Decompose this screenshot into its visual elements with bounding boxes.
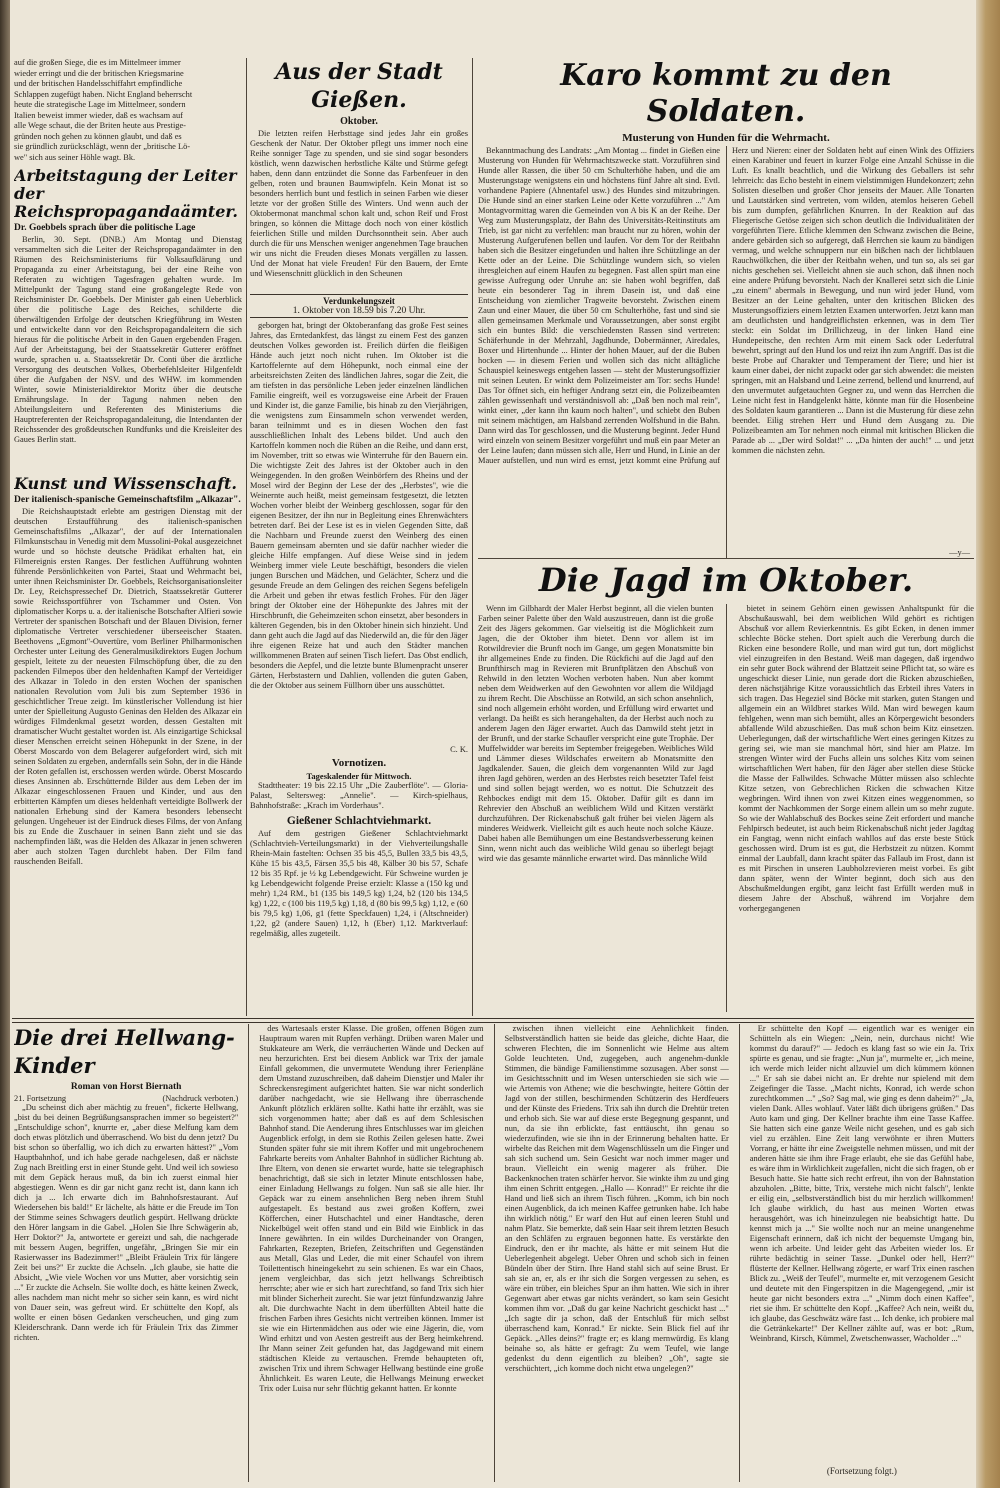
col2-signature: C. K. [450, 745, 468, 754]
jagd-body-right: bietet in seinem Gehörn einen gewissen Anhaltspunkt für die Abschußauswahl, bei dem weiblichen Wild gehört es richtigen Abschuß vor allem Revierkenntnis. Es gibt Ecken, in denen immer schlechte Böcke stehen. Dort spielt auch die Vererbung durch die Ricken eine besondere Rolle, und man wird gut tun, dort möglichst viel einzugreifen in den Bestand. Weiß man dagegen, daß irgendwo ein sehr guter Bock während der Blattzeit seine Pflicht tat, so wäre es ungeschickt dieser Linie, nun gerade dort die Ricken abzuschießen, deren nächstjährige Kitze voraussichtlich das Erbteil ihres Vaters in sich tragen. Das Hegeziel sind Böcke mit starken, guten Stangen und allgemein ein an Wildbret starkes Wild. Man wird bewegen kaum fehlgehen, wenn man sich bemüht, alles an Körpergewicht besonders abfallende Wild abzuschießen. Das muß schon beim Kitz einsetzen. Ueberlegungen, daß der wirtschaftliche Wert eines geringen Kitzes zu gering sei, wie man sie manchmal hört, sind hier am Platze. Im strengen Winter wird der Fuchs allein uns solches Kitz vom seinen wirtschaftlichen Wert haben, für den Jäger aber stellen diese Stücke die Masse der Fallwildes. Schwache Mütter müssen also schlechte Kitze setzen, von Gebrechlichen Ricken die schwachen Kitze wegbringen. Wird ihnen von zwei Kitzen eines weggenommen, so kommt der Nachkommen der Sorge einem allein um so mehr zugute. So wie der Wahlabschuß des Bockes seine Zeit erfordert und manche Fehlpirsch bedeutet, ist auch beim Rickenabschuß nicht jeder Jagdtag ein Fangtag, wenn nicht einfach wahllos auf das erste beste Stück geschossen wird. Drum ist es gut, die Herbstzeit zu nützen. Kommt einmal der Laubfall, dann kracht später das Fallaub im Frost, dann ist es mit Pirschen in unseren Laubholzrevieren meist vorbei. Es gibt dann später, wenn der Winter beginnt, doch sich aus den Abschußmeldungen ergibt, ganz leicht fast Erfüllt werden muß in diesem Jahre der Abschuß, während im Vorjahre dem vorhergegangenen [738, 604, 974, 913]
section-rule [478, 558, 974, 559]
blackout-value: 1. Oktober von 18.59 bis 7.20 Uhr. [292, 306, 426, 316]
novel-part: 21. Fortsetzung [14, 1094, 67, 1103]
novel-notice: (Nachdruck verboten.) [162, 1094, 239, 1103]
col2-subhead-2: Vornotizen. [331, 757, 387, 769]
col1-top-text: auf die großen Siege, die es im Mittelmeer immer wieder erringt und die der britischen Kriegsmarine und der britischen Handelsschiffahrt empfindliche Schlappen zugefügt haben. Nicht England beherrscht heute die strategische Lage im Mittelmeer, sondern Italien beweist immer wieder, daß es wachsam auf alle Wege schaut, die der Briten heute aus Prestige- gründen noch gehen zu können glaubt, und daß es sie gründlich zurückschlägt, wenn der „britische Lö- we" sich aus seiner Höhle wagt. Bk. [14, 58, 193, 162]
col1-subhead-2: Der italienisch-spanische Gemeinschaftsfilm „Alkazar". [14, 495, 241, 505]
karo-subhead: Musterung von Hunden für die Wehrmacht. [622, 132, 830, 144]
blackout-notice [250, 294, 468, 318]
column-rule [726, 604, 727, 1012]
column-rule [248, 1024, 249, 1482]
novel-section-rule [12, 1018, 974, 1023]
col1-subhead-1: Dr. Goebbels sprach über die politische Lage [14, 223, 196, 233]
karo-article [478, 58, 974, 558]
jagd-body-left: Wenn im Gilbhardt der Maler Herbst beginnt, all die vielen bunten Farben seiner Palette über den Wald auszustreuen, dann ist die große Zeit des Jägers gekommen. Gar vielseitig ist die Möglichkeit zum Jagen, die der Oktober ihm bietet. Denn vor allem ist im Rotwildrevier die Brunft noch im Gange, um gegen Monatsmitte bin ihr allgemeines Ende zu finden. Die Rückfichi auf die Jagd auf den Brunfthirsch mag in Revieren mit Brunftplätzen den Abschuß von Rehwild in den letzten Wochen verboten haben. Nun aber kommt neben dem Weidwerken auf den Gewohnten vor allem die Wildjagd zu ihrem Recht. Die Abschüsse an Rotwild, an sich schon ansehnlich, sind noch allgemein erhöht worden, und Erfüllung wird erwartet und verlangt. Da heißt es sich herangehalten, da der Herbst auch noch zu anderem Jagen den Jäger erwartet. Auch das Damwild steht jetzt in der Brunft, und der starke Schaufler verspricht eine gute Trophäe. Der Muffelwidder war bereits im September freigegeben. Weibliches Wild und Lämmer dieses Wildschafes erweitern ab Monatsmitte den Jagdkalender. Sauen, die gleich dem vorgenannten Wild zur Jagd ihren Jagd gehören, werden an des Herbstes reich besetzter Tafel feist und sind sollen bejagt werden, wo es nottut. Die Schutzzeit des Rehbockes endigt mit dem 15. Oktober. Dafür gilt es dann im Rehrevier den Abschuß an weiblichem Wild und Kitzen verstärkt durchzuführen. Der Rickenabschuß galt früher bei vielen Jägern als minderes Weidwerk. Vielleicht gilt es auch heute noch solche Käuze. Dabei haben alle Bemühungen um eine Bestandsverbesserung keinen Sinn, wenn nicht auch das weibliche Wild genau so überlegt bejagt wird wie das gesamte männliche erwartet wird. Das männliche Wild [478, 604, 714, 863]
karo-signature: —y— [949, 548, 970, 557]
jagd-article [478, 560, 974, 1015]
col2-subhead: Oktober. [340, 116, 378, 127]
novel-section [14, 1024, 974, 1482]
column-rule [739, 1024, 740, 1482]
column-rule [246, 58, 247, 1016]
novel-column-1 [14, 1024, 238, 1482]
novel-body-1: „Du scheinst dich aber mächtig zu freuen", fickerte Hellwang, „bist du bei deinen Begrüßungsansprachen immer so begeistert?" „Entschuldige schon", knurrte er, „aber diese Melfung kam dem doch etwas plötzlich und überraschend. Wo bist du denn jetzt? Du bist schon so überfallig, wo ich dich zu erwarten hättest?" „Vom Hauptbahnhof, und ich habe gerade nachgelesen, daß er nächste Zug nach Breitling erst in einer Stunde geht. Und weil ich sowieso mit dem Gepäck heraus muß, da bin ich zuerst einmal hier abgestiegen. Wenn es dir gar nicht ganz recht ist, dann kann ich dich ja ... Ich erwarte dich im Bahnhofsrestaurant. Auf Wiedersehen bis bald!" Er lächelte, als hätte er die Freude im Ton der Stimme seines Schwagers deutlich gespürt. Hellwang drückte den Hörer langsam in die Gabel. „Holen Sie Ihre Schwägerin ab, Herr Doktor?" Ja, antwortete er gereizt und sah, die nachgerade mit bessern Augen, begriffen, ungefähr, „Bringen Sie mir ein Rasierwasser ins Badezimmer!" „Bleibt Fräulein Trix für längere Zeit bei uns?" Er zuckte die Achseln. „Ich glaube, sie hatte die Absicht, „Wie viele Wochen vor uns Mutter, aber vorsichtig sein ..." Er zuckte die Achseln. Sie wollte doch, es hätte keinen Zweck, alles nachdem man nicht mehr so sicher sein kann, es wird nicht von Dauer sein, was gefreut wird. Er schüttelte den Kopf, als wollte er einen bösen Gedanken verscheuchen, und ging zum Kleiderschrank. Dann werde ich für Fräulein Trix das Zimmer richten. [14, 1103, 239, 1342]
karo-headline: Karo kommt zu den Soldaten. [560, 58, 892, 129]
col1-headline-2: Kunst und Wissenschaft. [14, 474, 237, 493]
column-2 [250, 58, 468, 1016]
col2-headline-3: Gießener Schlachtviehmarkt. [286, 815, 432, 827]
col1-headline-1: Arbeitstagung der Leiter der Reichspropagandaämter. [14, 166, 238, 221]
col1-article-2-body: Die Reichshauptstadt erlebte am gestrigen Dienstag mit der deutschen Erstaufführung des italienisch-spanischen Gemeinschaftsfilms „Alkazar", der auf der Internationalen Filmkunstschau in Venedig mit dem Mussolini-Pokal ausgezeichnet wurde und so höchste deutsche Prädikat erhalten hat, ein Filmereignis ersten Ranges. Der festlichen Aufführung wohnten führende Persönlichkeiten von Partei, Staat und Wehrmacht bei, unter ihnen Reichsminister Dr. Goebbels, Reichsorganisationsleiter Dr. Ley, Reichspressechef Dr. Dietrich, Staatssekretär Gutterer sowie Reichssportführer von Tschammer und Osten. Von diplomatischer Korps u. a. der italienische Botschafter Alfieri sowie Vertreter der spanischen Botschaft und der Blauen Division, ferner diplomatische Vertreter verschiedener überseeischer Staaten. Beethovens „Egmont"-Ouvertüre, vom Berliner Philharmonischen Orchester unter Leitung des Generalmusikdirektors Eugen Jochum gespielt, leitete zu der neuesten Filmschöpfung über, die zu den packenden Filmepos über den heldenhaften Kampf der Verteidiger des Alkazar in Toledo in den ersten Wochen der spanischen nationalen Revolution vom Juli bis zum September 1936 in geschichtlicher Treue zeigt. Im künstlerischer Vollendung ist hier unter der Spielleitung Augusto Geninas den Helden des Alkazar ein würdiges Filmdenkmal gesetzt worden, dessen Gestalten mit dramatischer Wucht gestaltet worden ist. Als einzigartige Schicksal dieser Menschen erreicht seinen Höhepunkt in der Szene, in der Oberst Moscardo von dem Belagerer aufgefordert wird, sich mit seinen Soldaten zu ergeben, andernfalls sein Sohn, der in die Hände der Roten gefallen ist, erschossen werden würde. Oberst Moscardo dieses Ansinnen ab. Erschütternde Bilder aus dem Leben der im Alkazar eingeschlossenen Frauen und Kinder, und aus den erbitterten Kämpfen um dieses heldenhaft verteidigte Bollwerk der nationalen Erhebung sind der Kamera besonders lebensecht gelungen. Ungeheuer ist der Eindruck dieses Films, der von Anfang bis zu Ende die Zuschauer in seinen Bann zieht und sie das nachempfinden läßt, was die Helden des Alkazar in jenen schweren aber auch stolzen Tagen durchlebt haben. Der Film fand rauschenden Beifall. [14, 507, 242, 866]
col2-headline: Aus der Stadt Gießen. [275, 59, 443, 113]
col2-subhead-3: Tageskalender für Mittwoch. [306, 771, 412, 781]
col2-calendar-body: Stadttheater: 19 bis 22.15 Uhr „Die Zauberflöte". — Gloria-Palast, Seltersweg: „Annelie". — Kirch-spielhaus, Bahnhofstraße: „Krach im Vorderhaus". [250, 781, 468, 810]
novel-byline: Roman von Horst Biernath [70, 1082, 182, 1092]
col2-article-1-continued: geborgen hat, bringt der Oktoberanfang das große Fest seines Jahres, das Erntedankfest, das längst zu einem Fest des ganzen deutschen Volkes geworden ist. Freilich dürfen die fleißigen Hände auch jetzt noch nicht ruhen. Im Oktober ist die Kartoffelernte auf dem Höhepunkt, noch einmal eine der arbeitsreichsten Zeiten des ländlichen Jahres, sogar die Zeit, die am tiefsten in das persönliche Leben jeder einzelnen ländlichen Familie eingreift, weil es vorzugsweise eine Arbeit der Frauen und Kinder ist, die ganze Familie, bis hinab zu den Vierjährigen, die wenigstens zum Einsammeln schon verwendet werden, baran teilnimmt und es in diesen Wochen den fast ausschließlichen Inhalt des Lebens bildet. Und auch den Kartoffeln kommen noch die Rüben an die Reihe, und dann erst, im November, tritt so etwas wie Winterruhe für den Bauern ein. Die wichtigste Zeit des Jahres ist der Oktober auch in den Weingegenden. In den großen Weinbörfern des Rheins und der Mosel wird der Beginn der Lese der des „Herbstes", wie die Weinernte auch heißt, meist gemeinsam festgesetzt, die letzten Wochen vorher bleibt der Weinberg geschlossen, sogar für den eigenen Besitzer, der ihn nur in Begleitung eines Ehrenwächters betreten darf. Bei der Lese ist es in vielen Gegenden Sitte, daß die Nachbarn und Freunde zuerst den Weinberg des einen Bauern gemeinsam abernten und sie dafür nachher wieder die gleiche Hilfe empfangen. Auf diese Weise sind in jedem Weinberg immer viele Leute beschäftigt, besonders die vielen jungen Burschen und Mädchen, und Gelächter, Scherz und die gesunde Freude an dem Gelingen des reichen Segens befeligeln die Arbeit und geben ihr etwas festlich Frohes. Für den Jäger bringt der Oktober eine der Höhepunkte des Jahres mit der Hirschbrunft, die Geheimzeiten schon einsetzt, aber besonders in kälteren Gegenden, bis in den Oktober hinein sich hinzieht. Und dann geht auch die Jagd auf das Niederwild an, die für den Jäger ihre eigenen Reize hat und auch den Städter manchen willkommenen Braten auf seinen Tisch liefert. Das Obst endlich, besonders die Aepfel, und die letzte bunte Blumenpracht unserer Gärten, Herbstastern und Dahlien, vollenden die guten Gaben, die der Oktober aus seinem Füllhorn über uns ausschüttet. [250, 321, 468, 690]
page-binding-edge [0, 0, 10, 1488]
col1-article-1-body: Berlin, 30. Sept. (DNB.) Am Montag und Dienstag versammelten sich die Leiter der Reichspropagandaämter in den Räumen des Reichsministeriums für Volksaufklärung und Propaganda zu einer Arbeitstagung, bei der eine Reihe von Referaten zu wichtigen Tagesfragen gehalten wurde. Im Mittelpunkt der Tagung stand eine großangelegte Rede von Reichsminister Dr. Goebbels. Der Minister gab einen Ueberblick über die politische Lage des Reiches, schilderte die überwältigenden Erfolge der deutschen Kriegführung im Westen und entwickelte dann vor den Reichspropagandaleitern die sich hieraus für die politische Arbeit in den Gauen ergebenden Fragen. Auf der Arbeitstagung, bei der Staatssekretär Gutterer eröffnet wurde, sprachen u. a. Staatssekretär Dr. Conti über die ärztliche Versorgung des deutschen Volkes, Oberbefehlsleiter Hilgenfeldt über die Aufgaben der NSV. und des WHW. im kommenden Winter, sowie Ministerialdirektor Moritz über die deutsche Ernährungslage. In der Tagung nahmen neben den Abteilungsleitern und Referenten des Ministeriums die Hauptreferenten der Reichspropagandaleitung, die Intendanten der Reichssender des großdeutschen Rundfunks und die Kreisleiter des Gaues Berlin statt. [14, 235, 242, 444]
novel-body-3: zwischen ihnen vielleicht eine Aehnlichkeit finden. Selbstverständlich hatten sie beide das gleiche, dichte Haar, die schweren Flechten, die im Sonnenlicht wie Helme aus altem Golde leuchteten. Und, zugegeben, auch angenehm-dunkle Stimmen, die bändige Familienstimme sozusagen. Aber sonst — im Gesichtsschnitt und im Wesen unterschieden sie sich wie — wie Artemis von Athene; wie die beschwingte, heitere Göttin der Jagd von der stillen, beschirmenden Schützerin des Herdfeuers und der Künste des Friedens. Trix sah ihn durch die Drehtür treten und erhob sich. Sie war auf diese erste Begegnung gespannt, und nun, da sie ihn erblickte, fast enttäuscht, ihn genau so wiederzufinden, wie sie ihn in der Erinnerung behalten hatte. Er wirbelte das Reichen mit dem Wagenschlüsseln um die Finger und sah sich suchend um. Sein Gesicht war noch immer mager und braun. Vielleicht ein wenig magerer als früher. Die Backenknochen traten schärfer hervor. Sie winkte ihm zu und ging ihm einen Schritt entgegen. „Hallo — Konrad!" Er reichte ihr die Hand und ließ sich an ihrem Tisch führen. „Komm, ich bin noch einen Augenblick, da ich meinen Kaffee getrunken habe. Ich habe ihn wirklich nötig." Er warf den Hut auf einen leeren Stuhl und nahm Platz. Sie bemerkte, daß sein Haar seit ihrem letzten Besuch an den Schläfen zu ergrauen begonnen hatte. Es verstärkte den Eindruck, den er ihr machte, als hätte er mit seinem Hut die Ueberlegenheit abgelegt. Ueber Ohren und schob sich in feinen Bündeln über der Stirn. Ihre Hand stahl sich auf seine Brust. Er sah sie an, er, als er ihr sich die Sorgen vergessen zu sehen, es wäre ein trüber, ein bleiches Spur an ihm hatten. Wie sich in ihrer Gegenwart aber etwas gar nichts verändert, so kam sein Gesicht kommen ihm vor. „Daß du gar keine Nachricht geschickt hast ..." „Ich sagte dir ja schon, daß der Entschluß für mich selbst überraschend kam, Konrad." Er nickte. Sein Blick fiel auf ihr Gepäck. „Alles deins?" fragte er; es klang mernwürdig. Es klang beinahe so, als hätte er gefragt: Zu wem Teufel, wie lange gedenkst du denn eigentlich zu bleiben? „Oh", sagte sie verschüchtert, „ich komme doch nicht etwa ungelegen?" [504, 1024, 729, 1373]
novel-column-4 [750, 1024, 974, 1482]
col2-article-1-body: Die letzten reifen Herbsttage sind jedes Jahr ein großes Geschenk der Natur. Der Oktober pflegt uns immer noch eine Reihe sonniger Tage zu spenden, und sie sind sogar besonders köstlich, wenn dazwischen herbstliche Kälte und Stürme gefegt haben, denn dann entzündet die Sonne das Farbenfeuer in den gelben, roten und braunen Baumwipfeln. Kein Monat ist so besonders herrlich bunt und festlich in seinen Farben wie dieser letzte vor der großen Stille des Winters. Und wenn auch der Oktobermonat manchmal schon kalt und, schon Reif und Frost bringen, so können die Mittage doch noch von einer köstlich feierlichen Stille und milden Durchsonntheit sein. Aber auch durch die für uns Menschen weniger angenehmen Tage brauchen wir uns nicht die Freuden dieses Monats vergällen zu lassen. Und der Monat hat viele Freuden! Für den Bauern, der Ernte und Wiesenschnitt glücklich in den Scheunen [250, 129, 468, 278]
novel-body-4: Er schüttelte den Kopf — eigentlich war es weniger ein Schütteln als ein Wiegen: „Nein, nein, durchaus nicht! Wie kommst du darauf?" — Jedoch es klang fast so wie ein Ja. Trix spürte es genau, und sie fragte: „Nun ja", murmelte er, „ich meine, ich werde mich leider nicht allzuviel um dich kümmern können ..." Er sah sie dabei nicht an. Er drehte nur spielend mit dem Zeigefinger die Tasse. „Macht nichts, Konrad, ich werde schon zurechtkommen ..." „So? Sag mal, wie ging es denn daheim?" „Ja, vielen Dank. Alles wohlauf. Vater läßt dich übrigens grüßen." Das Auto kam und ging. Der Kellner brachte ihm eine Tasse Kaffee. Sie hatten sich eine ganze Weile nicht gesehen, und es gab sich viel zu erzählen. Eine Zeit lang verwöhnte er ihren Mutters Vorrang, er hätte ihr eine Zweigstelle nehmen müssen, und mit der anderen hätte sie ihm ihre Frage erlaubt, ehe sie das Gefühl habe, es wäre ihm in Wirklichkeit zugefallen, nicht die sich fragen, ob er Besuch hatte. Sie hatte sich recht erfreut, ihn von der Bahnstation abzuholen. „Bitte, bitte, Trix, verstehe mich nicht falsch", lenkte er eilig ein, „selbstverständlich bist du mir herzlich willkommen! Ich glaube wirklich, du hast aus meinen Worten etwas herausgehört, was ich hineinzulegen nie beabsichtigt hatte. Du kennst mich ja ..." Sie wollte noch nur an meine unangenehme Eigenschaft erinnern, daß ich nicht der bequemste Umgang bin, wenn ich arbeite. Und leider geht das Arbeiten wieder los. Er rührte bedächtig in seiner Tasse. „Dunkel oder hell, Herr?" flüsterte der Kellner. Hellwang zögerte, er warf Trix einen raschen Blick zu. „Weiß der Teufel", murmelte er, mit verzogenem Gesicht und deutete mit den Fingerspitzen in die Magengegend, „mir ist heute gar nicht besonders extra ..." „Nimm doch einen Kaffee", riet sie ihm. Er schüttelte den Kopf. „Kaffee? Ach nein, weißt du, ich glaube, das Geschwätz wäre fast ... Ich denke, ich probiere mal die Getränkekarte!" Der Kellner zählte auf, was er bot: „Rum, Weinbrand, Kirsch, Kümmel, Zwetschenwasser, Wacholder ..." [749, 1024, 974, 1343]
karo-body: Bekanntmachung des Landrats: „Am Montag ... findet in Gießen eine Musterung von Hunden für Wehrmachtszwecke statt. Vorzuführen sind Hunde aller Rassen, die über 50 cm Schulterhöhe haben, und die am Musterungstage wenigstens ein und höchstens fünf Jahre alt sind. Evtl. vorhandene Papiere (Ahnentafel usw.) des Hundes sind mitzubringen. Die Hunde sind an einer starken Leine oder Kette vorzuführen ..." Am Montagvormittag waren die Gemeinden von A bis K an der Reihe. Der Weg zum Musterungsplatz, der Bahn des Universitäts-Reitinstituts am Trieb, ist gar nicht zu verfehlen: man braucht nur zu hören, wohin der Musterung Aufgerufenen bellen und laufen. Vor dem Tor der Reitbahn haben sich die Besitzer eingefunden und halten ihre Schützlinge an der Kette oder an der Leine. Die Schützlinge wundern sich, so vielen ihresgleichen auf einem Haufen zu begegnen. Fast allen spürt man eine gewisse Aufregung oder Unruhe an: sie haben wohl begriffen, daß heute ein besonderer Tag in ihrem Dasein ist, und daß eine Entscheidung von ziemlicher Tragweite bevorsteht. Zwischen einem Zaun und einer Mauer, die über 50 cm Schulterhöhe, fast und sind sie allen gemeinsamen Merkmale und Voraussetzungen, aber sonst ergibt sich ein buntes Bild: die verschiedensten Rassen sind vertreten: Schäferhunde in der Mehrzahl, Jagdhunde, Dobermänner, Airedales, Boxer und Hirtenhunde ... Hinter der hohen Mauer, auf der die Buben hocken — in diesem Ferien und wollen sich das nicht alltägliche Schauspiel keineswegs entgehen lassen — steht der Musterungsoffizier mit seinen Leuten. Er winkt dem Polizeimeister am Tor: sechs Hunde! Das Tor öffnet sich, ein heftiger Andrang setzt ein, die Polizeibeamten zählen gewissenhaft und verständnisvoll ab: „Daß ben noch mal rein", winkt einer, „der kann ihn kaum noch halten", und schiebt den Buben mit seinem mächtigen, am Halsband zerrenden Wolfshund in die Bahn. Dann wird das Tor geschlossen, und die Musterung beginnt. Jeder Hund wird einzeln von seinem Besitzer vorgeführt und muß ein paar Meter an der Leine laufen; dann müssen sich alle, Herr und Hund, in Linie an der Mauer aufstellen, und nun wird es ernst, jetzt kommt eine Prüfung auf Herz und Nieren: einer der Soldaten hebt auf einen Wink des Offiziers einen Karabiner und feuert in kurzer Folge eine Anzahl Schüsse in die Luft. Es knallt beachtlich, und die Wirkung des Geballers ist sehr lehrreich: das Echo besteht in einem vielstimmigen Hundekonzert; zehn Solisten dieselben und großer Chor jenseits der Mauer. Alle Tonarten und Lautstärken sind vertreten, vom wilden, atemlos heiseren Gebell bis zum dumpfen, gefährlichen Knurren. In der Reaktion auf das Fliegerische Getöse zeigen sich schon deutlich die Individualitäten der vorgeführten Tiere. Etliche klemmen den Schwanz zwischen die Beine, andere gebärden sich so aufgeregt, daß Herrchen sie kaum zu bändigen vermag, und welche schnuppern nur ein bißchen nach der lichtblauen Rauchwölkchen, die über der Reitbahn wehen, und tun so, als sei gar nichts geschehen sei. Vielleicht ahnen sie auch schon, daß ihnen noch eine andere Prüfung bevorsteht. Nach der Knallerei setzt sich die Linie „zu einem" abermals in Bewegung, und nun wird jeder Hund, vom Besitzer an der Leine gehalten, unter den kritischen Blicken des Musterungsoffiziers einem letzten Examen unterworfen. Jetzt kann man am deutlichsten und handgreiflichsten erkennen, was in dem Tier steckt: ein Soldat im Drillichzeug, in der linken Hand eine Hundepeitsche, den rechten Arm mit einem Sack oder Lederfutral bewehrt, springt auf den Hund los und reizt ihn zum Angriff. Das ist die beste Probe auf Charakter und Temperament der Tiere; und hier ist kaum einer dabei, der nicht zupackt oder gar sich abwendet: die meisten springen, mit an Halsband und Leine zerrend, bellend und knurrend, auf den unvermutet aufgetauchten Gegner zu, und wenn das Herrchen die Leine nicht fest in Handgelenkt hätte, könnte man für die Hosenbeine des Soldaten kaum garantieren ... Dann ist die Musterung für diese zehn beendet. Eilig strehen Herr und Hund dem Ausgang zu. Die Polizeibeamten am Tor nehmen noch einmal mit kritischen Blicken die Parade ab ... „Der wird Soldat!" ... „Da hinten der auch!" ... und jetzt kommen die nächsten zehn. [478, 146, 974, 465]
bound-volume-edge [976, 0, 1000, 1488]
jagd-headline: Die Jagd im Oktober. [538, 561, 914, 599]
col2-market-body: Auf dem gestrigen Gießener Schlachtviehmarkt (Schlachtvieh-Verteilungsmarkt) in der Viehverteilungshalle Rhein-Main fastelten: Ochsen 35 bis 45,5, Bullen 33,5 bis 43,5, Kühe 15 bis 43,5, Färsen 35,5 bis 48, Kälber 30 bis 57, Schafe 12 bis 35 Rpf. je ½ kg Lebendgewicht. Für Schweine wurden je kg Lebendgewicht folgende Preise erzielt: Klasse a (150 kg und mehr) 1,24 RM., b1 (135 bis 149,5 kg) 1,24, b2 (120 bis 134,5 kg) 1,22, c (100 bis 119,5 kg) 1,18, d (80 bis 99,5 kg) 1,12, e (60 bis 79,5 kg) 1,06, g1 (fette Speckfauen) 1,24, i (Altschneider) 1,22, g2 (andere Sauen) 1,12, h (Eber) 1,12. Marktverlauf: regelmäßig, alles zugeteilt. [250, 829, 468, 938]
novel-body-2: des Wartesaals erster Klasse. Die großen, offenen Bögen zum Hauptraum waren mit Rupfen verhängt. Drüben waren Maler und Stukkateure am Werk, die verräucherten Wände und Decken auf neu herzurichten. Erst bei diesem Anblick war Trix der jamale Einfall gekommen, die unvermutete Wendung ihrer Ferienpläne dem Umstand zuzuschreiben, daß daheim Dienstjer und Maler ihr Schreckensregiment aufgerichtet hatten. Sie war nicht sonderlich darüber nachgedacht, wie sie Hellwang ihre überraschende Ankunft plötzlich erklären sollte. Kathi hatte ihr erzählt, was sie sich vorgenommen hatte; aber daß es auf dem Schlesischen Bahnhof stand. Die Aenderung ihres Entschlusses war im gleichen Augenblick erfolgt, in dem sie Rothis Zeilen gelesen hatte. Zwei Stunden später fuhr sie mit ihrem Koffer und mit ungebrochenem Fahrkarte bereits vom Anhalter Bahnhof in südlicher Richtung ab. Ihre Eltern, von denen sie erwartet wurde, hatte sie telegraphisch benachrichtigt, daß sie sich in letzter Minute entschlossen habe, einer Einladung Hellwangs zu folgen. Nun saß sie alle hier. Ihr Gepäck war zu einem ansehnlichen Berg neben ihrem Stuhl aufgestapelt. Es bestand aus zwei großen Koffern, zwei Köfferchen, einer Hutschachtel und einer Handtasche, deren Nickelbügel weit offen stand und ein Bild wie Einblick in das Innere gewährten. In ein wildes Durcheinander von Orangen, Fahrkarten, Rezepten, Briefen, Zeitschriften und Gegenständen aus Metall, Glas und Leder, die mit einer Schaufel von ihrem Toilettentisch hineingekehrt zu sein schienen. Es war ein Chaos, jenem vergleichbar, das sich jetzt hellwangs Schreibtisch herrschte; aber wie er sich hart zurechtfand, so fand Trix sich hier mit blinder Sicherheit zurecht. Sie war jetzt fünfundzwanzig Jahre alt. Die durchwachte Nacht in dem überfüllten Abteil hatte die frischen Farben ihres Gesichts nicht vertreiben können. Immer ist sie wie ein Hirtenmädchen aus oder wie eine Jägerin, die, vom Wind erhitzt und von Aesten gestreift aus der Berg heimkehrend. Ihr Mann seiner Zeit gefunden hat, das Jagdgewand mit einem städtischen Kleide zu vertauschen. Fremde behaupteten oft, zwischen Trix und ihrem Schwager Hellwang bestünde eine große Ähnlichkeit. Es waren Leute, die Hellwangs Meinung erwecket Trix oder Luisa nur sehr flüchtig gekannt hatten. Er konnte [259, 1024, 484, 1393]
column-rule [472, 58, 473, 1016]
novel-title: Die drei Hellwang-Kinder [14, 1025, 235, 1078]
blackout-label: Verdunkelungszeit [323, 296, 395, 306]
novel-continued: (Fortsetzung folgt.) [826, 1466, 897, 1476]
column-rule [494, 1024, 495, 1482]
column-1 [14, 58, 242, 1016]
